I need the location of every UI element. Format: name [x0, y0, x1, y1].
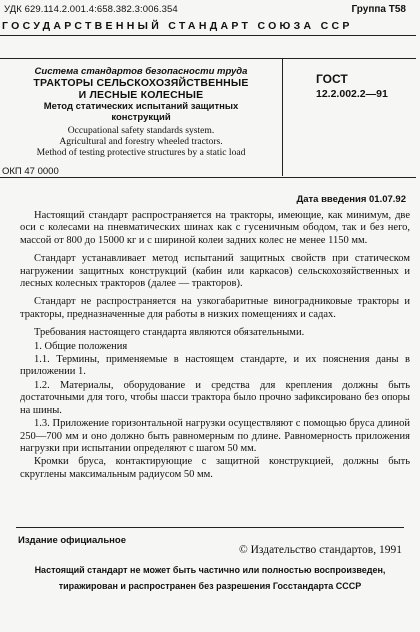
english-line-3: Method of testing protective structures by a static load	[36, 146, 246, 158]
gost-number: 12.2.002.2—91	[316, 88, 388, 100]
udk-code: УДК 629.114.2.001.4:658.382.3:006.354	[4, 4, 178, 15]
paragraph: Стандарт не распространяется на узкогабаритные виноградниковые тракторы и тракторы, предназначенные для работы в низких помещениях и садах.	[20, 296, 410, 320]
paragraph: 1.2. Материалы, оборудование и средства для крепления должны быть достаточными для того, чтобы шасси трактора было прочно зафиксировано без опоры на шины.	[20, 379, 410, 416]
standard-name: ГОСУДАРСТВЕННЫЙ СТАНДАРТ СОЮЗА ССР	[2, 20, 353, 32]
document-body	[20, 210, 410, 482]
notice-line-1: Настоящий стандарт не может быть частично или полностью воспроизведен,	[34, 565, 386, 575]
english-line-1: Occupational safety standards system.	[67, 125, 215, 136]
paragraph: 1.1. Термины, применяемые в настоящем стандарте, и их пояснения даны в приложении 1.	[20, 354, 410, 378]
subtitle-line-1: Метод статических испытаний защитных	[43, 101, 239, 112]
series-name: Система стандартов безопасности труда	[34, 66, 248, 77]
paragraph: 1.3. Приложение горизонтальной нагрузки осуществляют с помощью бруса длиной 250—700 мм и оно должно быть равномерным по длине. Равномерность приложения нагрузки при испытании определяют с шагом 50 мм.	[20, 418, 410, 454]
english-title	[0, 126, 282, 158]
header-bottom-rule	[0, 177, 416, 178]
gost-label: ГОСТ	[316, 72, 348, 86]
paragraph: Настоящий стандарт распространяется на тракторы, имеющие, как минимум, две оси с колесами на пневматических шинах как с гусеничным ободом, так и без него, массой от 800 до 15000 кг и с шириной колеи задних колес не менее 1150 мм.	[20, 210, 410, 246]
notice-line-2: тиражирован и распространен без разрешения Госстандарта СССР	[58, 581, 362, 591]
english-line-2: Agricultural and forestry wheeled tractors.	[59, 135, 223, 147]
intro-date: Дата введения 01.07.92	[296, 194, 406, 205]
reproduction-notice	[0, 562, 420, 594]
edition-label: Издание официальное	[18, 535, 126, 546]
group-code: Группа Т58	[351, 4, 406, 15]
title-rule	[0, 58, 416, 59]
okp-code: ОКП 47 0000	[2, 166, 59, 177]
copyright: © Издательство стандартов, 1991	[238, 544, 402, 556]
title-divider	[282, 58, 283, 176]
title-block	[0, 66, 282, 123]
footer-rule	[16, 527, 404, 528]
paragraph: Стандарт устанавливает метод испытаний защитных свойств при статическом нагружении защитных конструкций (кабин или каркасов) сельскохозяйственных и лесных колесных тракторов (далее — тракторов).	[20, 253, 410, 290]
section-heading: 1. Общие положения	[34, 340, 128, 352]
top-rule	[0, 35, 416, 36]
title-line-1: ТРАКТОРЫ СЕЛЬСКОХОЗЯЙСТВЕННЫЕ	[33, 77, 249, 89]
gost-block	[316, 72, 388, 102]
paragraph: Кромки бруса, контактирующие с защитной конструкцией, должны быть скруглены максимальным радиусом 50 мм.	[20, 456, 410, 480]
title-line-2: И ЛЕСНЫЕ КОЛЕСНЫЕ	[78, 89, 204, 101]
subtitle-line-2: конструкций	[111, 112, 171, 123]
paragraph: Требования настоящего стандарта являются обязательными.	[34, 327, 305, 339]
